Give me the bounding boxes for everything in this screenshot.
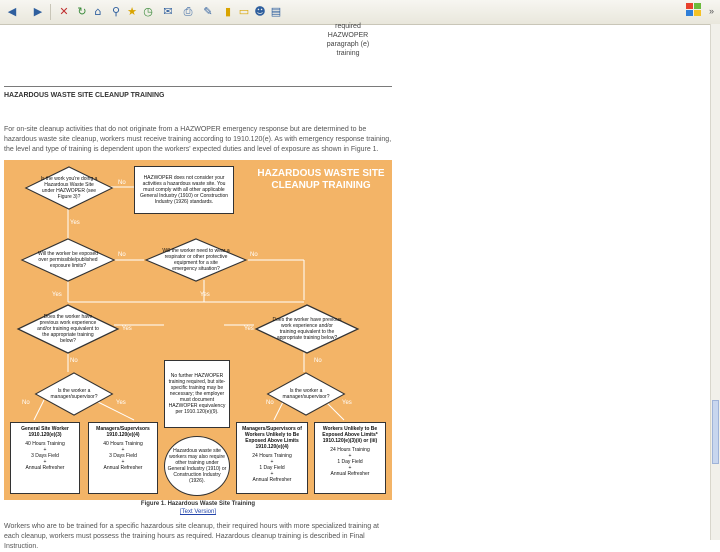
figure-title: HAZARDOUS WASTE SITE CLEANUP TRAINING: [257, 168, 385, 191]
home-icon[interactable]: ⌂: [94, 5, 102, 18]
label-yes: Yes: [122, 326, 132, 332]
label-yes: Yes: [200, 292, 210, 298]
history-icon[interactable]: ◷: [143, 5, 153, 18]
result-managers-unlikely-exposed: Managers/Supervisors of Workers Unlikely to Be Exposed Above Limits 1910.120(e)(4) 24 Hours Training + 1 Day Field + Annual Refresher: [236, 422, 308, 494]
question-manager-right: Is the worker a manager/supervisor?: [266, 372, 346, 416]
question-manager-left: Is the worker a manager/supervisor?: [34, 372, 114, 416]
print-icon[interactable]: ⎙: [183, 5, 193, 18]
label-yes: Yes: [244, 326, 254, 332]
question-exposed-over-limits: Will the worker be exposed over permissible/published exposure limits?: [20, 238, 116, 282]
label-no: No: [70, 358, 78, 364]
result-workers-unlikely-exposed: Workers Unlikely to Be Exposed Above Limits* 1910.120(e)(3)(ii) or (iii) 24 Hours Training + 1 Day Field + Annual Refresher: [314, 422, 386, 494]
refresh-icon[interactable]: ↻: [77, 5, 87, 18]
question-hazwoper-site: Is the work you're doing a Hazardous Waste Site under HAZWOPER (see Figure 3)?: [24, 166, 114, 210]
stop-icon[interactable]: ✕: [59, 5, 69, 18]
intro-paragraph: For on-site cleanup activities that do not originate from a HAZWOPER emergency response but are determined to be hazardous waste site cleanup, workers must receive training according to 1910.120(e). As with emergency response training, the level and type of training is dependent upon the workers' expected duties and level of exposure as shown in Figure 1.: [4, 126, 392, 153]
footnote-paragraph: Workers who are to be trained for a specific hazardous site cleanup, their required hours with more specialized training at each cleanup, workers must possess the training hours as required. Hazardous cleanup training is described in Final Instruction.: [4, 523, 379, 550]
figure-caption: [4, 500, 392, 516]
search-icon[interactable]: ⚲: [111, 5, 121, 18]
favorites-icon[interactable]: ★: [127, 5, 137, 18]
toolbar-separator: [50, 4, 51, 20]
other-training-oval: Hazardous waste site workers may also require other training under General Industry (1910) or Construction Industry (1926).: [164, 436, 230, 496]
no-hazwoper-training-note: No further HAZWOPER training required, but site-specific training may be necessary; the employer must document HAZWOPER equivalency per 1910.120(e)(9).: [164, 360, 230, 428]
top-note: required HAZWOPER paragraph (e) training: [326, 23, 370, 57]
page-content: [0, 23, 710, 550]
section-heading: HAZARDOUS WASTE SITE CLEANUP TRAINING: [4, 92, 165, 99]
windows-logo-icon: [686, 3, 702, 17]
forward-icon[interactable]: ▶: [33, 5, 43, 18]
label-yes: Yes: [70, 220, 80, 226]
research-icon[interactable]: ▤: [270, 5, 282, 18]
toolbar-overflow-icon[interactable]: »: [708, 6, 714, 16]
training-flowchart: [4, 160, 392, 500]
result-general-site-worker: General Site Worker 1910.120(e)(3) 40 Hours Training + 3 Days Field + Annual Refresher: [10, 422, 80, 494]
scrollbar-thumb[interactable]: [712, 400, 719, 464]
label-yes: Yes: [342, 400, 352, 406]
caption-text: Figure 1. Hazardous Waste Site Training: [140, 501, 256, 507]
label-yes: Yes: [116, 400, 126, 406]
label-no: No: [118, 180, 126, 186]
label-no: No: [118, 252, 126, 258]
osha-note-box: HAZWOPER does not consider your activities a hazardous waste site. You must comply with all other applicable General Industry (1910) or Construction Industry (1926) standards.: [134, 166, 234, 214]
label-yes: Yes: [52, 292, 62, 298]
vertical-scrollbar[interactable]: [710, 24, 720, 540]
section-divider: [4, 86, 392, 87]
result-managers-supervisors: Managers/Supervisors 1910.120(e)(4) 40 Hours Training + 3 Days Field + Annual Refresher: [88, 422, 158, 494]
question-work-experience-right: Does the worker have previous work experience and/or training equivalent to the appropriate training below?: [254, 304, 360, 354]
messenger-icon[interactable]: ☻: [254, 5, 266, 18]
label-no: No: [266, 400, 274, 406]
label-no: No: [250, 252, 258, 258]
back-icon[interactable]: ◀: [7, 5, 17, 18]
question-respirator: Will the worker need to wear a respirator or other protective equipment for a site emergency situation?: [144, 238, 248, 282]
mail-icon[interactable]: ✉: [163, 5, 173, 18]
label-no: No: [22, 400, 30, 406]
edit-icon[interactable]: ✎: [203, 5, 213, 18]
discuss-icon[interactable]: ▮: [224, 5, 232, 18]
question-work-experience-left: Does the worker have previous work experience and/or training equivalent to the appropriate training below?: [16, 304, 120, 354]
text-version-link[interactable]: [Text Version]: [179, 509, 217, 515]
folder-icon[interactable]: ▭: [238, 5, 250, 18]
label-no: No: [314, 358, 322, 364]
